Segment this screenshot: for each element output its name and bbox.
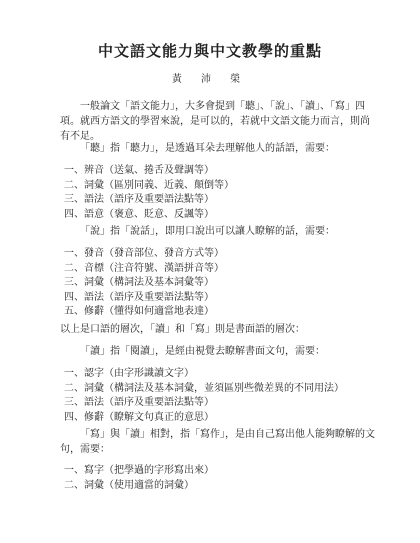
list-item: 三、語法（語序及重要語法點等） (64, 397, 214, 409)
listening-heading: 「聽」指「聽力」，是透過耳朵去理解他人的話語，需要： (80, 143, 335, 154)
list-item: 三、詞彙（構詞法及基本詞彙等） (64, 277, 214, 289)
writing-heading: 「寫」與「讀」相對，指「寫作」，是由自己寫出他人能夠瞭解的文句，需要： (60, 429, 375, 455)
list-item: 三、語法（語序及重要語法點等） (64, 194, 214, 206)
intro-paragraph: 一般論文「語文能力」，大多會提到「聽」、「說」、「讀」、「寫」四項。就西方語文的學習來說，是可以的，若就中文語文能力而言，則尚有不足。 (60, 101, 370, 142)
list-item: 四、修辭（瞭解文句真正的意思） (64, 411, 214, 423)
speaking-heading: 「說」指「說話」，即用口說出可以讓人瞭解的話，需要： (80, 226, 335, 237)
reading-heading: 「讀」指「閱讀」，是經由視覺去瞭解書面文句，需要： (80, 346, 325, 357)
list-item: 四、語法（語序及重要語法點等） (64, 291, 214, 303)
list-item: 一、認字（由字形識讀文字） (64, 368, 194, 379)
list-item: 四、語意（褒意、貶意、反諷等） (64, 208, 214, 220)
document-title: 中文語文能力與中文教學的重點 (97, 42, 322, 60)
list-item: 二、詞彙（使用適當的詞彙） (64, 479, 194, 491)
speaking-list (64, 247, 224, 320)
document-author: 黃 沛 榮 (171, 74, 249, 85)
list-item: 五、修辭（懂得如何適當地表達） (64, 306, 214, 318)
list-item: 二、音標（注音符號、漢語拼音等） (64, 262, 224, 274)
list-item: 二、詞彙（區別同義、近義、顛倒等） (64, 179, 234, 191)
list-item: 一、寫字（把學過的字形寫出來） (64, 465, 214, 476)
list-item: 一、辨音（送氣、捲舌及聲調等） (64, 165, 214, 176)
writing-list (64, 464, 214, 493)
list-item: 一、發音（發音部位、發音方式等） (64, 248, 224, 259)
listening-list (64, 164, 234, 222)
transition-paragraph: 以上是口語的層次，「讀」和「寫」則是書面語的層次： (60, 324, 305, 335)
reading-list (64, 367, 344, 425)
list-item: 二、詞彙（構詞法及基本詞彙，並須區別些微差異的不同用法） (64, 382, 344, 394)
